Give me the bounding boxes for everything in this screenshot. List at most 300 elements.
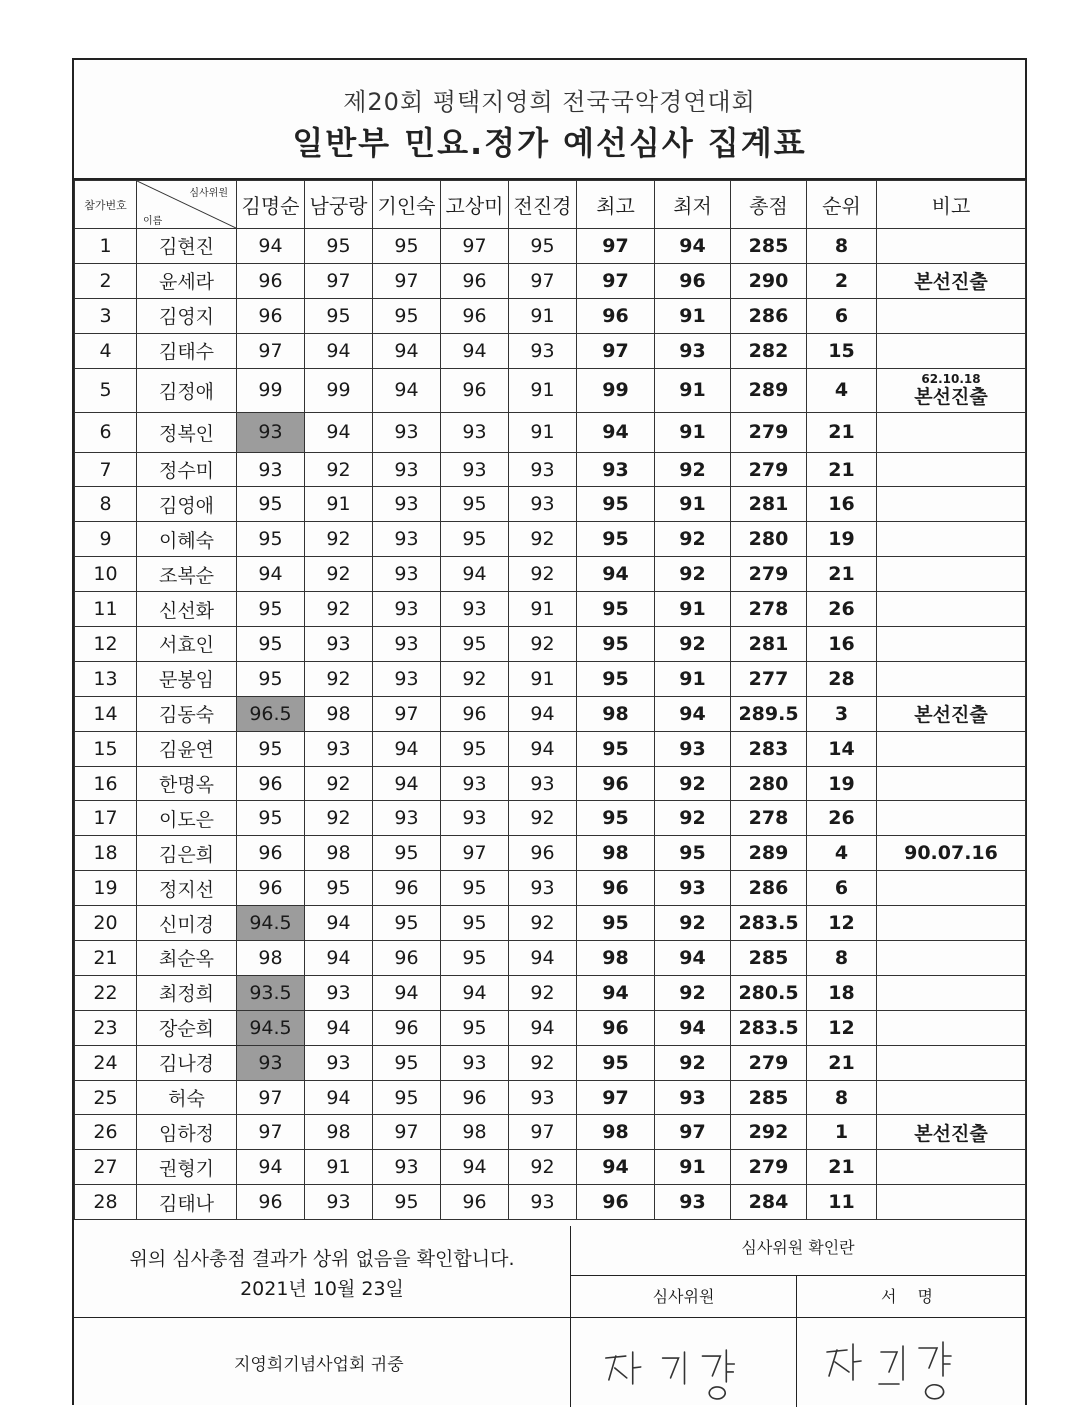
cell-rank: 6 — [807, 298, 877, 333]
cell-score: 93 — [509, 452, 577, 487]
cell-total: 279 — [731, 412, 807, 452]
header-min: 최저 — [655, 181, 731, 229]
cell-max: 94 — [577, 975, 655, 1010]
cell-min: 91 — [655, 368, 731, 412]
cell-score: 93 — [237, 1045, 305, 1080]
table-body — [75, 229, 1026, 1220]
table-row — [75, 906, 1026, 941]
cell-score: 93 — [441, 1045, 509, 1080]
judge-signature — [797, 1318, 1025, 1407]
cell-score: 92 — [441, 661, 509, 696]
cell-rank: 16 — [807, 627, 877, 662]
cell-number: 20 — [75, 906, 137, 941]
cell-score: 95 — [441, 1010, 509, 1045]
cell-score: 95 — [237, 801, 305, 836]
cell-note — [877, 906, 1026, 941]
cell-score: 95 — [441, 731, 509, 766]
cell-max: 94 — [577, 557, 655, 592]
cell-name: 정수미 — [137, 452, 237, 487]
cell-name: 김은희 — [137, 836, 237, 871]
cell-name: 김윤연 — [137, 731, 237, 766]
cell-score: 94 — [305, 906, 373, 941]
cell-score: 93 — [373, 557, 441, 592]
cell-score: 93 — [373, 522, 441, 557]
cell-note — [877, 975, 1026, 1010]
cell-rank: 8 — [807, 1080, 877, 1115]
cell-score: 95 — [237, 592, 305, 627]
cell-score: 94 — [441, 975, 509, 1010]
cell-score: 93 — [305, 975, 373, 1010]
cell-score: 92 — [305, 452, 373, 487]
cell-note: 본선진출 — [877, 1115, 1026, 1150]
score-sheet — [72, 58, 1027, 1405]
table-row — [75, 661, 1026, 696]
cell-score: 97 — [441, 229, 509, 264]
cell-note: 본선진출 — [877, 263, 1026, 298]
cell-score: 91 — [509, 412, 577, 452]
signature-handwriting — [797, 1318, 1025, 1407]
cell-score: 96 — [441, 1185, 509, 1220]
cell-note — [877, 487, 1026, 522]
cell-total: 280 — [731, 766, 807, 801]
cell-score: 93 — [509, 871, 577, 906]
cell-score: 93 — [305, 731, 373, 766]
cell-note — [877, 731, 1026, 766]
cell-min: 92 — [655, 557, 731, 592]
cell-total: 283.5 — [731, 906, 807, 941]
header-judge-1: 김명순 — [237, 181, 305, 229]
cell-min: 91 — [655, 661, 731, 696]
cell-score: 93 — [373, 487, 441, 522]
table-row — [75, 975, 1026, 1010]
cell-number: 28 — [75, 1185, 137, 1220]
table-row — [75, 522, 1026, 557]
cell-max: 97 — [577, 229, 655, 264]
cell-min: 92 — [655, 766, 731, 801]
cell-min: 97 — [655, 1115, 731, 1150]
cell-number: 3 — [75, 298, 137, 333]
cell-rank: 21 — [807, 1045, 877, 1080]
cell-score: 95 — [305, 229, 373, 264]
cell-name: 김영애 — [137, 487, 237, 522]
cell-max: 95 — [577, 592, 655, 627]
table-row — [75, 871, 1026, 906]
cell-note — [877, 592, 1026, 627]
cell-score: 95 — [509, 229, 577, 264]
cell-score: 96 — [441, 368, 509, 412]
cell-score: 96 — [441, 1080, 509, 1115]
cell-total: 286 — [731, 298, 807, 333]
confirm-date: 2021년 10월 23일 — [240, 1278, 404, 1300]
cell-score: 95 — [373, 906, 441, 941]
cell-score: 95 — [441, 906, 509, 941]
cell-score: 94 — [509, 696, 577, 731]
cell-score: 91 — [305, 1150, 373, 1185]
cell-score: 94 — [373, 975, 441, 1010]
cell-name: 김동숙 — [137, 696, 237, 731]
cell-total: 289.5 — [731, 696, 807, 731]
cell-min: 92 — [655, 801, 731, 836]
cell-score: 93 — [441, 766, 509, 801]
cell-name: 김정애 — [137, 368, 237, 412]
cell-min: 91 — [655, 592, 731, 627]
cell-total: 289 — [731, 836, 807, 871]
cell-score: 93 — [441, 452, 509, 487]
cell-rank: 3 — [807, 696, 877, 731]
cell-score: 96.5 — [237, 696, 305, 731]
confirm-text: 위의 심사총점 결과가 상위 없음을 확인합니다. — [129, 1248, 515, 1270]
cell-name: 윤세라 — [137, 263, 237, 298]
cell-max: 96 — [577, 1185, 655, 1220]
cell-score: 94 — [305, 333, 373, 368]
cell-score: 98 — [441, 1115, 509, 1150]
cell-note — [877, 452, 1026, 487]
cell-note — [877, 333, 1026, 368]
table-row — [75, 941, 1026, 976]
cell-total: 286 — [731, 871, 807, 906]
cell-rank: 21 — [807, 412, 877, 452]
cell-name: 최순옥 — [137, 941, 237, 976]
cell-score: 94 — [441, 557, 509, 592]
cell-total: 279 — [731, 557, 807, 592]
cell-min: 92 — [655, 627, 731, 662]
table-row — [75, 592, 1026, 627]
cell-note — [877, 522, 1026, 557]
cell-min: 92 — [655, 1045, 731, 1080]
table-row — [75, 731, 1026, 766]
header-judge-label: 심사위원 — [189, 188, 228, 199]
cell-rank: 11 — [807, 1185, 877, 1220]
cell-score: 93 — [509, 487, 577, 522]
cell-max: 97 — [577, 1080, 655, 1115]
cell-min: 92 — [655, 975, 731, 1010]
cell-max: 96 — [577, 1010, 655, 1045]
cell-score: 95 — [441, 522, 509, 557]
cell-score: 94 — [441, 333, 509, 368]
cell-score: 93 — [509, 1080, 577, 1115]
table-row — [75, 452, 1026, 487]
header-rank: 순위 — [807, 181, 877, 229]
cell-name: 장순희 — [137, 1010, 237, 1045]
cell-max: 96 — [577, 766, 655, 801]
cell-score: 96 — [237, 836, 305, 871]
table-row — [75, 836, 1026, 871]
cell-name: 허숙 — [137, 1080, 237, 1115]
cell-name: 임하정 — [137, 1115, 237, 1150]
cell-name: 김영지 — [137, 298, 237, 333]
cell-score: 94 — [373, 368, 441, 412]
cell-number: 9 — [75, 522, 137, 557]
cell-max: 98 — [577, 696, 655, 731]
cell-score: 94 — [305, 1080, 373, 1115]
cell-score: 92 — [305, 766, 373, 801]
cell-note: 90.07.16 — [877, 836, 1026, 871]
table-row — [75, 1080, 1026, 1115]
table-row — [75, 229, 1026, 264]
table-row — [75, 557, 1026, 592]
cell-max: 95 — [577, 906, 655, 941]
cell-note — [877, 1045, 1026, 1080]
cell-number: 16 — [75, 766, 137, 801]
cell-max: 95 — [577, 661, 655, 696]
cell-score: 92 — [509, 1045, 577, 1080]
cell-score: 96 — [373, 1010, 441, 1045]
cell-number: 26 — [75, 1115, 137, 1150]
table-row — [75, 1185, 1026, 1220]
table-row — [75, 298, 1026, 333]
cell-rank: 19 — [807, 766, 877, 801]
cell-max: 95 — [577, 731, 655, 766]
cell-score: 95 — [441, 487, 509, 522]
cell-score: 94 — [305, 1010, 373, 1045]
cell-rank: 8 — [807, 941, 877, 976]
cell-number: 14 — [75, 696, 137, 731]
cell-number: 18 — [75, 836, 137, 871]
cell-rank: 6 — [807, 871, 877, 906]
cell-score: 92 — [509, 557, 577, 592]
cell-score: 96 — [441, 696, 509, 731]
table-row — [75, 412, 1026, 452]
cell-score: 98 — [305, 836, 373, 871]
cell-name: 김태나 — [137, 1185, 237, 1220]
cell-min: 93 — [655, 731, 731, 766]
cell-score: 94.5 — [237, 1010, 305, 1045]
cell-total: 278 — [731, 801, 807, 836]
cell-score: 91 — [509, 592, 577, 627]
cell-max: 97 — [577, 263, 655, 298]
cell-min: 95 — [655, 836, 731, 871]
judge-handwritten-name — [571, 1318, 797, 1407]
cell-max: 96 — [577, 298, 655, 333]
table-row — [75, 1045, 1026, 1080]
cell-name: 최정희 — [137, 975, 237, 1010]
cell-min: 94 — [655, 941, 731, 976]
table-row — [75, 1010, 1026, 1045]
cell-name: 정복인 — [137, 412, 237, 452]
cell-number: 24 — [75, 1045, 137, 1080]
table-row — [75, 487, 1026, 522]
cell-name: 신선화 — [137, 592, 237, 627]
cell-name: 문봉임 — [137, 661, 237, 696]
cell-score: 95 — [373, 1185, 441, 1220]
cell-score: 93 — [509, 333, 577, 368]
cell-score: 95 — [373, 1045, 441, 1080]
sign-column-label: 서 명 — [797, 1276, 1025, 1318]
cell-score: 94.5 — [237, 906, 305, 941]
cell-total: 279 — [731, 1045, 807, 1080]
cell-number: 15 — [75, 731, 137, 766]
cell-total: 283 — [731, 731, 807, 766]
cell-max: 95 — [577, 801, 655, 836]
cell-score: 95 — [373, 836, 441, 871]
cell-score: 95 — [305, 871, 373, 906]
cell-score: 97 — [509, 263, 577, 298]
cell-score: 93 — [373, 452, 441, 487]
cell-score: 97 — [373, 263, 441, 298]
cell-score: 94 — [237, 1150, 305, 1185]
note-date: 62.10.18 — [921, 372, 981, 387]
cell-rank: 4 — [807, 368, 877, 412]
cell-score: 92 — [509, 975, 577, 1010]
cell-note — [877, 412, 1026, 452]
cell-score: 95 — [441, 871, 509, 906]
table-row — [75, 1115, 1026, 1150]
cell-note — [877, 627, 1026, 662]
cell-min: 91 — [655, 1150, 731, 1185]
cell-score: 96 — [237, 298, 305, 333]
cell-max: 98 — [577, 941, 655, 976]
cell-max: 98 — [577, 1115, 655, 1150]
cell-note — [877, 661, 1026, 696]
cell-score: 99 — [237, 368, 305, 412]
cell-rank: 4 — [807, 836, 877, 871]
cell-note — [877, 766, 1026, 801]
cell-max: 95 — [577, 487, 655, 522]
recipient-area — [74, 1318, 571, 1407]
cell-total: 285 — [731, 1080, 807, 1115]
cell-total: 283.5 — [731, 1010, 807, 1045]
cell-score: 93 — [509, 1185, 577, 1220]
cell-min: 94 — [655, 1010, 731, 1045]
cell-note — [877, 1010, 1026, 1045]
cell-score: 93 — [373, 1150, 441, 1185]
cell-max: 96 — [577, 871, 655, 906]
header-judge-2: 남궁랑 — [305, 181, 373, 229]
cell-score: 94 — [305, 412, 373, 452]
cell-min: 91 — [655, 298, 731, 333]
cell-min: 93 — [655, 1080, 731, 1115]
cell-score: 97 — [373, 696, 441, 731]
cell-rank: 12 — [807, 1010, 877, 1045]
cell-number: 27 — [75, 1150, 137, 1185]
cell-score: 93 — [237, 452, 305, 487]
cell-score: 93 — [305, 1045, 373, 1080]
cell-score: 96 — [509, 836, 577, 871]
cell-number: 6 — [75, 412, 137, 452]
cell-total: 278 — [731, 592, 807, 627]
cell-rank: 16 — [807, 487, 877, 522]
cell-score: 95 — [441, 627, 509, 662]
cell-score: 95 — [373, 298, 441, 333]
cell-score: 92 — [509, 1150, 577, 1185]
cell-score: 94 — [509, 1010, 577, 1045]
cell-note — [877, 368, 1026, 412]
cell-score: 97 — [305, 263, 373, 298]
cell-max: 97 — [577, 333, 655, 368]
cell-score: 93 — [441, 592, 509, 627]
cell-min: 93 — [655, 333, 731, 368]
cell-note — [877, 298, 1026, 333]
cell-total: 285 — [731, 941, 807, 976]
cell-name: 조복순 — [137, 557, 237, 592]
table-row — [75, 696, 1026, 731]
cell-name: 한명옥 — [137, 766, 237, 801]
cell-score: 91 — [509, 661, 577, 696]
cell-note — [877, 801, 1026, 836]
cell-min: 93 — [655, 1185, 731, 1220]
cell-rank: 21 — [807, 452, 877, 487]
cell-rank: 12 — [807, 906, 877, 941]
cell-score: 93 — [441, 801, 509, 836]
cell-score: 96 — [237, 1185, 305, 1220]
cell-score: 92 — [305, 661, 373, 696]
cell-note — [877, 871, 1026, 906]
cell-name: 신미경 — [137, 906, 237, 941]
cell-total: 279 — [731, 1150, 807, 1185]
cell-number: 4 — [75, 333, 137, 368]
cell-total: 277 — [731, 661, 807, 696]
header-total: 총점 — [731, 181, 807, 229]
footer — [74, 1226, 1025, 1407]
cell-max: 95 — [577, 522, 655, 557]
cell-number: 19 — [75, 871, 137, 906]
cell-total: 292 — [731, 1115, 807, 1150]
cell-min: 94 — [655, 229, 731, 264]
cell-min: 92 — [655, 522, 731, 557]
table-row — [75, 801, 1026, 836]
cell-score: 92 — [305, 557, 373, 592]
competition-title: 제20회 평택지영희 전국국악경연대회 — [343, 88, 756, 116]
cell-note: 본선진출 — [877, 696, 1026, 731]
cell-number: 12 — [75, 627, 137, 662]
cell-total: 280 — [731, 522, 807, 557]
cell-score: 97 — [237, 1115, 305, 1150]
cell-score: 92 — [305, 522, 373, 557]
cell-score: 95 — [441, 941, 509, 976]
cell-rank: 18 — [807, 975, 877, 1010]
cell-score: 96 — [373, 941, 441, 976]
cell-rank: 2 — [807, 263, 877, 298]
cell-rank: 8 — [807, 229, 877, 264]
cell-score: 97 — [441, 836, 509, 871]
cell-min: 94 — [655, 696, 731, 731]
cell-score: 96 — [237, 766, 305, 801]
cell-score: 93 — [373, 801, 441, 836]
cell-name: 김태수 — [137, 333, 237, 368]
cell-max: 95 — [577, 627, 655, 662]
cell-score: 93 — [373, 627, 441, 662]
table-header-row — [75, 181, 1026, 229]
cell-score: 92 — [509, 906, 577, 941]
cell-number: 11 — [75, 592, 137, 627]
cell-number: 22 — [75, 975, 137, 1010]
cell-score: 94 — [509, 731, 577, 766]
cell-max: 99 — [577, 368, 655, 412]
cell-number: 10 — [75, 557, 137, 592]
cell-min: 91 — [655, 487, 731, 522]
cell-max: 94 — [577, 1150, 655, 1185]
cell-score: 96 — [237, 871, 305, 906]
cell-score: 99 — [305, 368, 373, 412]
score-table — [74, 180, 1026, 1220]
sheet-title: 일반부 민요.정가 예선심사 집계표 — [292, 124, 807, 162]
cell-number: 17 — [75, 801, 137, 836]
cell-note — [877, 229, 1026, 264]
cell-score: 97 — [237, 1080, 305, 1115]
cell-total: 289 — [731, 368, 807, 412]
cell-number: 5 — [75, 368, 137, 412]
cell-score: 98 — [237, 941, 305, 976]
cell-score: 97 — [237, 333, 305, 368]
cell-rank: 14 — [807, 731, 877, 766]
cell-score: 95 — [373, 1080, 441, 1115]
table-row — [75, 368, 1026, 412]
judge-column-label: 심사위원 — [571, 1276, 797, 1318]
cell-score: 91 — [509, 298, 577, 333]
cell-number: 13 — [75, 661, 137, 696]
cell-total: 281 — [731, 627, 807, 662]
header-note: 비고 — [877, 181, 1026, 229]
